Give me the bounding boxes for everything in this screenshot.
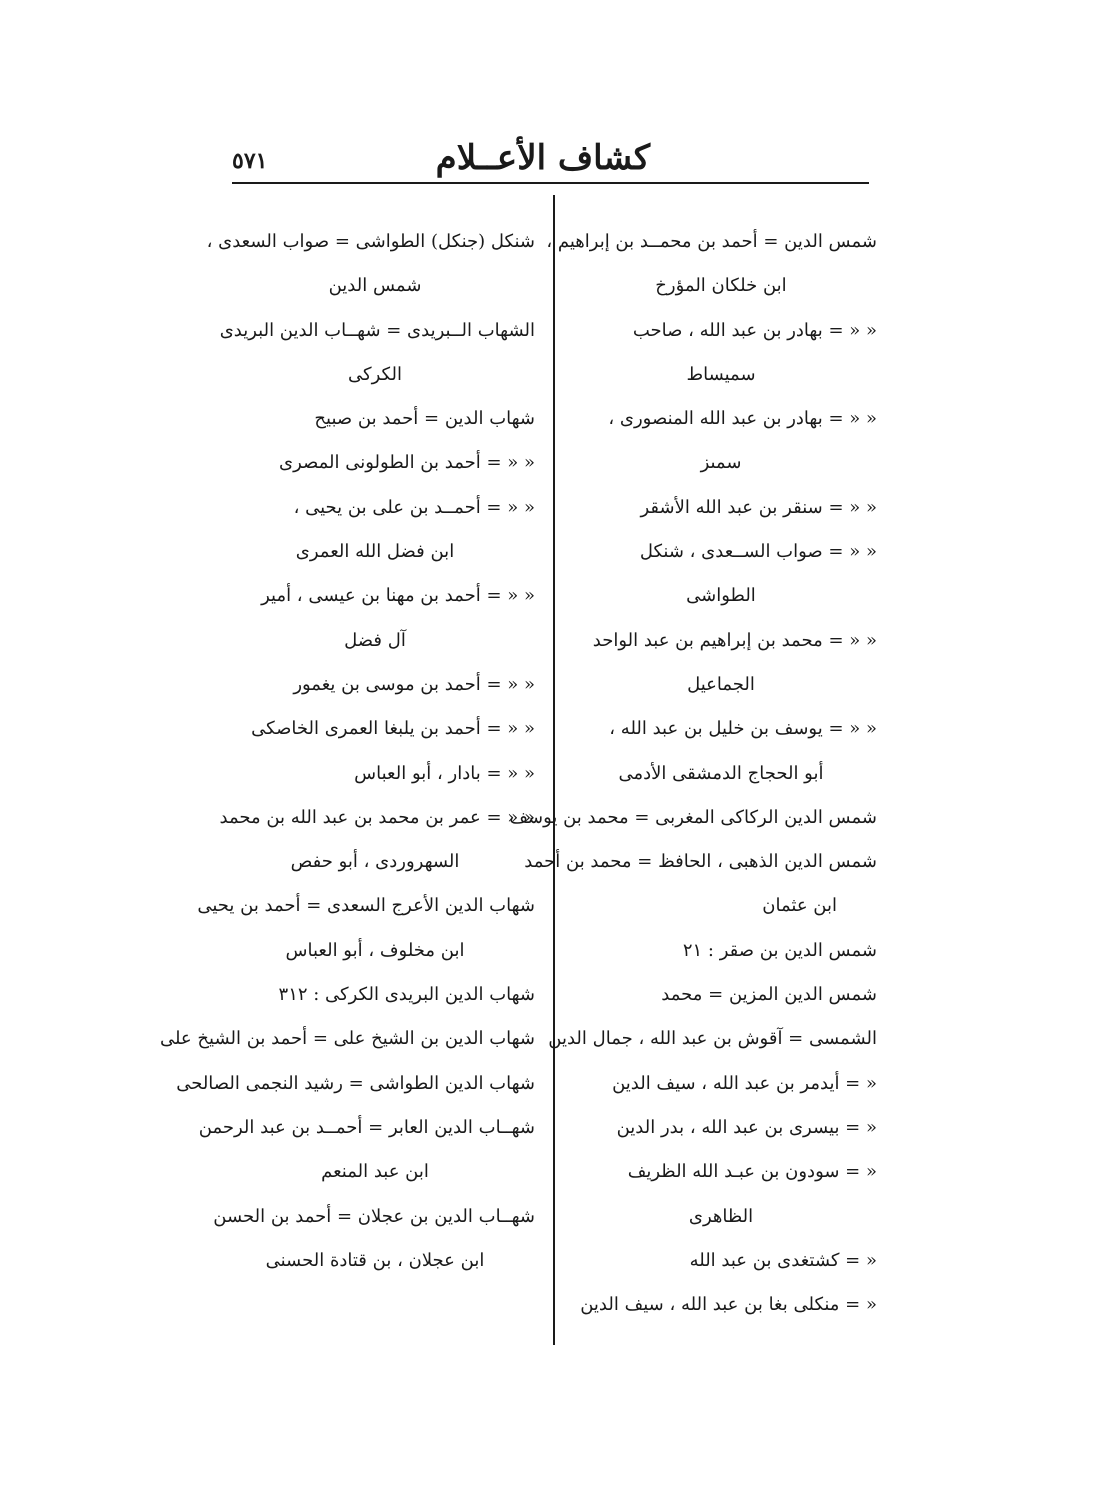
index-entry-continuation: ابن عثمان bbox=[762, 895, 837, 917]
index-entry: شهاب الدين = أحمد بن صبيح bbox=[314, 408, 535, 430]
index-entry: « « = أحمد بن يلبغا العمرى الخاصكى bbox=[251, 718, 535, 740]
index-entry: الشمسى = آقوش بن عبد الله ، جمال الدين bbox=[548, 1028, 877, 1050]
index-entry: شنكل (جنكل) الطواشى = صواب السعدى ، bbox=[206, 231, 535, 252]
index-entry: « « = أحمد بن موسى بن يغمور bbox=[293, 673, 535, 695]
index-entry: شهــاب الدين العابر = أحمــد بن عبد الرحمن bbox=[198, 1116, 535, 1138]
index-entry: « « = بهادر بن عبد الله ، صاحب bbox=[632, 319, 877, 341]
index-entry-continuation: ابن خلكان المؤرخ bbox=[655, 275, 787, 297]
index-entry: شهاب الدين الأعرج السعدى = أحمد بن يحيى bbox=[197, 895, 535, 917]
index-entry-continuation: السهروردى ، أبو حفص bbox=[290, 851, 460, 873]
index-entry-continuation: الطواشى bbox=[686, 585, 756, 607]
index-entry: الشهاب الــبريدى = شهــاب الدين البريدى bbox=[219, 319, 535, 341]
index-entry: « = كشتغدى بن عبد الله bbox=[689, 1249, 877, 1271]
index-entry-continuation: ابن فضل الله العمرى bbox=[295, 541, 455, 563]
index-entry: شمس الدين = أحمد بن محمــد بن إبراهيم ، bbox=[546, 231, 877, 252]
index-entry: « « = أحمد بن الطولونى المصرى bbox=[279, 452, 535, 474]
index-entry: شهــاب الدين بن عجلان = أحمد بن الحسن bbox=[213, 1205, 535, 1227]
index-column-left bbox=[159, 220, 535, 1283]
index-entry: « = أيدمر بن عبد الله ، سيف الدين bbox=[612, 1072, 877, 1094]
index-entry: « = سودون بن عبـد الله الظريف bbox=[627, 1161, 877, 1183]
index-entry-continuation: سمىز bbox=[700, 452, 742, 474]
page-title: كشاف الأعــلام bbox=[435, 138, 650, 178]
index-entry: « = بيسرى بن عبد الله ، بدر الدين bbox=[616, 1116, 877, 1138]
index-entry-continuation: شمس الدين bbox=[328, 275, 422, 297]
index-entry: « « = بهادر بن عبد الله المنصورى ، bbox=[608, 408, 877, 430]
index-entry: « = منكلى بغا بن عبد الله ، سيف الدين bbox=[580, 1294, 877, 1316]
index-entry: « « = بادار ، أبو العباس bbox=[354, 762, 535, 784]
index-column-right bbox=[509, 220, 877, 1327]
index-entry: شمس الدين بن صقر : ٢١ bbox=[682, 939, 877, 961]
index-entry: « « = صواب الســعدى ، شنكل bbox=[639, 541, 877, 563]
index-entry: « « = محمد بن إبراهيم بن عبد الواحد bbox=[592, 629, 877, 651]
page-number: ٥٧١ bbox=[232, 148, 268, 174]
index-entry-continuation: الكركى bbox=[348, 363, 402, 385]
index-entry: شهاب الدين بن الشيخ على = أحمد بن الشيخ على bbox=[159, 1028, 535, 1050]
index-entry: شمس الدين الركاكى المغربى = محمد بن يوسف bbox=[509, 806, 877, 828]
index-entry: « « = سنقر بن عبد الله الأشقر bbox=[640, 496, 877, 518]
index-entry-continuation: ابن عجلان ، بن قتادة الحسنى bbox=[265, 1249, 485, 1271]
index-entry: شهاب الدين الطواشى = رشيد النجمى الصالحى bbox=[176, 1072, 535, 1094]
index-entry-continuation: سميساط bbox=[686, 363, 756, 385]
index-entry: « « = أحمــد بن على بن يحيى ، bbox=[293, 496, 535, 518]
index-entry: « « = عمر بن محمد بن عبد الله بن محمد bbox=[219, 806, 535, 828]
column-divider bbox=[553, 195, 555, 1345]
index-entry: « « = يوسف بن خليل بن عبد الله ، bbox=[609, 718, 877, 740]
header-rule bbox=[232, 182, 869, 184]
index-entry-continuation: أبو الحجاج الدمشقى الأدمى bbox=[618, 762, 824, 784]
index-entry: شهاب الدين البريدى الكركى : ٣١٢ bbox=[278, 984, 535, 1006]
index-entry: « « = أحمد بن مهنا بن عيسى ، أمير bbox=[261, 585, 535, 607]
index-entry-continuation: آل فضل bbox=[344, 629, 406, 651]
index-entry-continuation: ابن مخلوف ، أبو العباس bbox=[285, 939, 465, 961]
index-entry-continuation: الظاهرى bbox=[688, 1205, 754, 1227]
index-entry-continuation: الجماعيل bbox=[687, 673, 755, 695]
index-entry: شمس الدين المزين = محمد bbox=[661, 984, 877, 1006]
index-entry-continuation: ابن عبد المنعم bbox=[321, 1161, 429, 1183]
index-entry: شمس الدين الذهبى ، الحافظ = محمد بن أحمد bbox=[524, 851, 877, 873]
